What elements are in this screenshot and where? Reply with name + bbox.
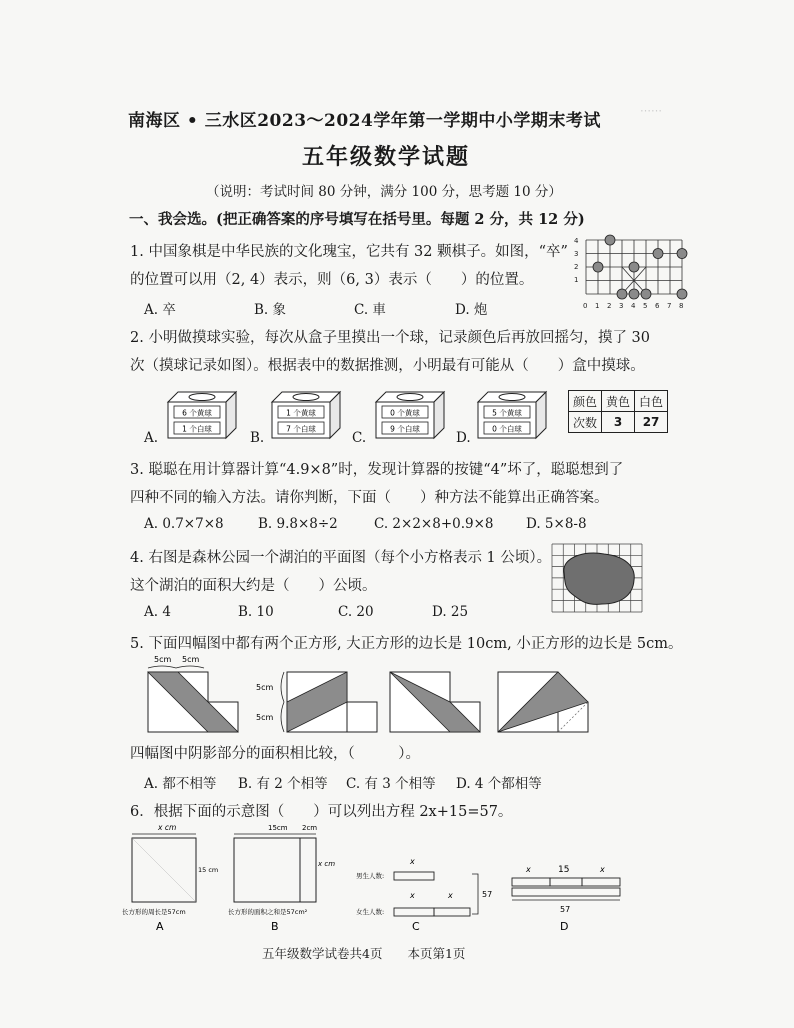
squares-figures xyxy=(132,650,652,740)
box-a-white: 1 个白球 xyxy=(182,424,212,434)
chess-piece xyxy=(617,289,627,299)
grid-x-label: 8 xyxy=(679,302,684,310)
ball-box-a xyxy=(160,388,240,442)
q4-option-a: A. 4 xyxy=(144,604,171,620)
grid-x-label: 5 xyxy=(643,302,648,310)
q4-option-c: C. 20 xyxy=(338,604,374,620)
square-figure-4 xyxy=(498,672,588,732)
fig-d-mid: 15 xyxy=(558,865,570,875)
figure-c xyxy=(356,857,492,933)
q3-line1: 3. 聪聪在用计算器计算“4.9×8”时，发现计算器的按键“4”坏了，聪聪想到了 xyxy=(130,462,624,478)
chess-piece xyxy=(653,249,663,259)
box-c-white: 9 个白球 xyxy=(390,424,420,434)
table-header-white: 白色 xyxy=(635,391,668,412)
q5-line2: 四幅图中阴影部分的面积相比较，（ ）。 xyxy=(130,746,420,762)
chess-board-figure xyxy=(566,232,696,316)
q2-box-b-label: B. xyxy=(250,430,265,446)
q2-line1: 2. 小明做摸球实验，每次从盒子里摸出一个球，记录颜色后再放回摇匀，摸了 30 xyxy=(130,330,651,346)
box-d-yellow: 5 个黄球 xyxy=(492,408,522,418)
q4-option-d: D. 25 xyxy=(432,604,469,620)
fig-a-letter: A xyxy=(156,920,164,933)
section-heading: 一、我会选。(把正确答案的序号填写在括号里。每题 2 分，共 12 分) xyxy=(129,211,585,228)
box-c-yellow: 0 个黄球 xyxy=(390,408,420,418)
fig-a-side-label: 15 cm xyxy=(198,866,219,874)
fig-b-top-label-1: 15cm xyxy=(268,824,288,832)
grid-y-label: 2 xyxy=(574,263,579,271)
fig-c-x-girls-2: x xyxy=(448,891,453,900)
figure-b xyxy=(228,824,335,933)
fig-c-x-girls-1: x xyxy=(410,891,415,900)
grid-x-label: 2 xyxy=(607,302,612,310)
subject-title: 五年级数学试题 xyxy=(302,144,471,170)
table-header-color: 颜色 xyxy=(569,391,602,412)
fig-c-total: 57 xyxy=(482,890,493,899)
q5-option-b: B. 有 2 个相等 xyxy=(238,776,328,792)
figure-d xyxy=(512,865,620,933)
grid-x-label: 7 xyxy=(667,302,672,310)
label-5cm-side-a: 5cm xyxy=(256,683,274,692)
table-row-label: 次数 xyxy=(569,412,602,433)
q4-line1: 4. 右图是森林公园一个湖泊的平面图（每个小方格表示 1 公顷）。 xyxy=(130,550,552,566)
fig-d-x-left: x xyxy=(526,865,531,874)
grid-x-label: 1 xyxy=(595,302,600,310)
grid-x-label: 6 xyxy=(655,302,660,310)
q1-option-c: C. 車 xyxy=(354,302,386,318)
figure-a xyxy=(122,823,218,933)
grid-y-label: 1 xyxy=(574,276,579,284)
exam-title: 南海区 • 三水区2023～2024学年第一学期中小学期末考试 xyxy=(128,111,601,131)
q5-option-d: D. 4 个都相等 xyxy=(456,776,542,792)
grid-y-label: 4 xyxy=(574,237,579,245)
table-cell-yellow-count: 3 xyxy=(602,412,635,433)
label-5cm-top-b: 5cm xyxy=(182,655,200,664)
ball-box-c xyxy=(368,388,448,442)
q3-option-b: B. 9.8×8÷2 xyxy=(258,516,338,532)
q2-box-d-label: D. xyxy=(456,430,471,446)
q3-line2: 四种不同的输入方法。请你判断，下面（ ）种方法不能算出正确答案。 xyxy=(130,490,609,506)
fig-c-letter: C xyxy=(412,920,420,933)
fig-a-caption: 长方形的周长是57cm xyxy=(122,908,186,916)
label-5cm-top-a: 5cm xyxy=(154,655,172,664)
chess-piece xyxy=(629,289,639,299)
ball-record-table xyxy=(568,390,668,433)
q5-line1: 5. 下面四幅图中都有两个正方形, 大正方形的边长是 10cm, 小正方形的边长是 5cm。 xyxy=(130,636,683,652)
q1-line2: 的位置可以用（2, 4）表示，则（6, 3）表示（ ）的位置。 xyxy=(130,272,534,288)
fig-b-letter: B xyxy=(271,920,279,933)
grid-x-label: 4 xyxy=(631,302,636,310)
box-b-yellow: 1 个黄球 xyxy=(286,408,316,418)
chess-piece xyxy=(641,289,651,299)
equation-figures xyxy=(118,820,638,934)
q4-option-b: B. 10 xyxy=(238,604,274,620)
ball-box-b xyxy=(264,388,344,442)
grid-y-label: 3 xyxy=(574,250,579,258)
fig-d-letter: D xyxy=(560,920,569,933)
fig-a-top-label: x cm xyxy=(158,823,177,832)
label-5cm-side-b: 5cm xyxy=(256,713,274,722)
lake-grid-figure xyxy=(550,542,644,614)
fig-d-total: 57 xyxy=(560,905,571,914)
q2-box-c-label: C. xyxy=(352,430,367,446)
q3-option-d: D. 5×8-8 xyxy=(526,516,587,532)
fig-c-x-top: x xyxy=(410,857,415,866)
q4-line2: 这个湖泊的面积大约是（ ）公顷。 xyxy=(130,578,377,594)
exam-note: （说明：考试时间 80 分钟，满分 100 分，思考题 10 分） xyxy=(206,184,562,200)
square-figure-2 xyxy=(256,672,377,732)
q3-option-c: C. 2×2×8+0.9×8 xyxy=(374,516,494,532)
fig-b-side-label: x cm xyxy=(318,860,336,868)
q1-option-b: B. 象 xyxy=(254,302,287,318)
q5-option-a: A. 都不相等 xyxy=(144,776,217,792)
q2-line2: 次（摸球记录如图）。根据表中的数据推测，小明最有可能从（ ）盒中摸球。 xyxy=(130,358,645,374)
q6-line1: 6．根据下面的示意图（ ）可以列出方程 2x+15=57。 xyxy=(130,804,513,820)
grid-x-label: 0 xyxy=(583,302,588,310)
fig-b-caption: 长方形的面积之和是57cm² xyxy=(228,908,308,916)
table-header-yellow: 黄色 xyxy=(602,391,635,412)
fig-c-girls-label: 女生人数: xyxy=(356,908,385,916)
fig-d-x-right: x xyxy=(600,865,605,874)
chess-piece xyxy=(593,262,603,272)
fig-c-boys-label: 男生人数: xyxy=(356,872,385,880)
chess-piece xyxy=(677,289,687,299)
q5-option-c: C. 有 3 个相等 xyxy=(346,776,436,792)
box-a-yellow: 6 个黄球 xyxy=(182,408,212,418)
ball-box-d xyxy=(470,388,550,442)
page-footer: 五年级数学试卷共4页 本页第1页 xyxy=(262,946,466,961)
fig-b-top-label-2: 2cm xyxy=(302,824,318,832)
q1-line1: 1. 中国象棋是中华民族的文化瑰宝，它共有 32 颗棋子。如图，“卒” xyxy=(130,244,568,260)
q1-option-a: A. 卒 xyxy=(144,302,176,318)
grid-x-label: 3 xyxy=(619,302,624,310)
q2-box-a-label: A. xyxy=(144,430,159,446)
box-b-white: 7 个白球 xyxy=(286,424,316,434)
chess-piece-zu xyxy=(605,235,615,245)
bleed-through-text: ⋯⋯ xyxy=(640,104,662,117)
chess-piece xyxy=(629,262,639,272)
chess-piece xyxy=(677,249,687,259)
square-figure-1 xyxy=(148,655,238,732)
q3-option-a: A. 0.7×7×8 xyxy=(144,516,224,532)
square-figure-3 xyxy=(390,672,480,732)
q1-option-d: D. 炮 xyxy=(455,302,488,318)
table-cell-white-count: 27 xyxy=(635,412,668,433)
box-d-white: 0 个白球 xyxy=(492,424,522,434)
